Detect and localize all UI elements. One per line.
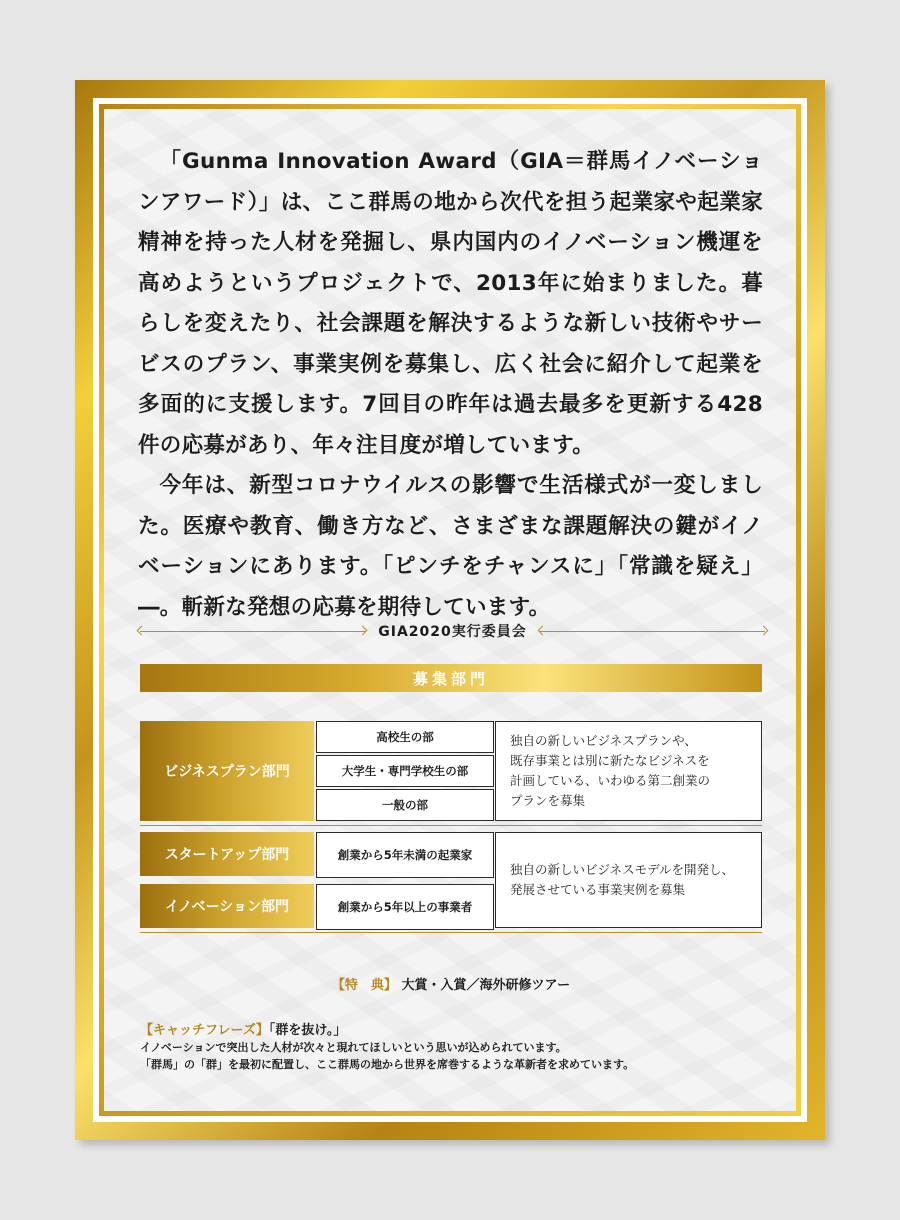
business-plan-description-line-1: 独自の新しいビジネスプランや、 <box>510 733 697 748</box>
catchphrase-line-1: イノベーションで突出した人材が次々と現れてほしいという思いが込められています。 <box>140 1041 567 1054</box>
catchphrase-heading <box>140 1022 765 1039</box>
sub-category-high-school: 高校生の部 <box>316 721 494 753</box>
sub-category-general: 一般の部 <box>316 789 494 821</box>
innovation-sub-category: 創業から5年以上の事業者 <box>316 884 494 930</box>
startup-sub-category: 創業から5年未満の起業家 <box>316 832 494 878</box>
intro-text <box>138 142 763 628</box>
perk-row <box>140 974 762 993</box>
row-divider <box>140 825 762 826</box>
startup-innovation-description <box>510 860 755 900</box>
intro-paragraph-2: 今年は、新型コロナウイルスの影響で生活様式が一変しました。医療や教育、働き方など、さまざまな課題解決の鍵がイノベーションにあります。「ピンチをチャンスに」「常識を疑え」―。斬新な発想の応募を期待しています。 <box>138 473 763 620</box>
section-banner: 募集部門 <box>140 664 762 692</box>
business-plan-description-line-2: 既存事業とは別に新たなビジネスを <box>510 753 710 768</box>
catchphrase-phrase: 「群を抜け。」 <box>268 1023 347 1038</box>
signature-left-line <box>140 631 366 632</box>
sub-category-university: 大学生・専門学校生の部 <box>316 755 494 787</box>
business-plan-description-line-3: 計画している、いわゆる第二創業の <box>510 773 711 788</box>
intro-paragraph-1: 「Gunma Innovation Award（GIA＝群馬イノベーションアワード）」は、ここ群馬の地から次代を担う起業家や起業家精神を持った人材を発掘し、県内国内のイノベーション機運を高めようというプロジェクトで、2013年に始まりました。暮らしを変えたり、社会課題を解決するような新しい技術やサービスのプラン、事業実例を募集し、広く社会に紹介して起業を多面的に支援します。7回目の昨年は過去最多を更新する428件の応募があり、年々注目度が増しています。 <box>138 149 763 458</box>
innovation-category: イノベーション部門 <box>140 884 314 928</box>
table-bottom-divider <box>140 932 762 933</box>
shared-description-line-1: 独自の新しいビジネスモデルを開発し、 <box>510 862 735 877</box>
catchphrase-block <box>140 1022 765 1073</box>
signature-right-line <box>539 631 765 632</box>
catchphrase-label: 【キャッチフレーズ】 <box>140 1023 269 1038</box>
perk-label: 【特 典】 <box>331 978 397 993</box>
perk-text: 大賞・入賞／海外研修ツアー <box>401 978 571 993</box>
business-plan-category: ビジネスプラン部門 <box>140 721 314 821</box>
startup-category: スタートアップ部門 <box>140 832 314 876</box>
signature-row <box>140 620 765 642</box>
catchphrase-line-2: 「群馬」の「群」を最初に配置し、ここ群馬の地から世界を席巻するような革新者を求めています。 <box>140 1058 635 1071</box>
shared-description-line-2: 発展させている事業実例を募集 <box>510 882 686 897</box>
business-plan-description <box>510 731 755 811</box>
business-plan-description-line-4: プランを募集 <box>510 793 586 808</box>
signature-text: GIA2020実行委員会 <box>378 624 527 640</box>
